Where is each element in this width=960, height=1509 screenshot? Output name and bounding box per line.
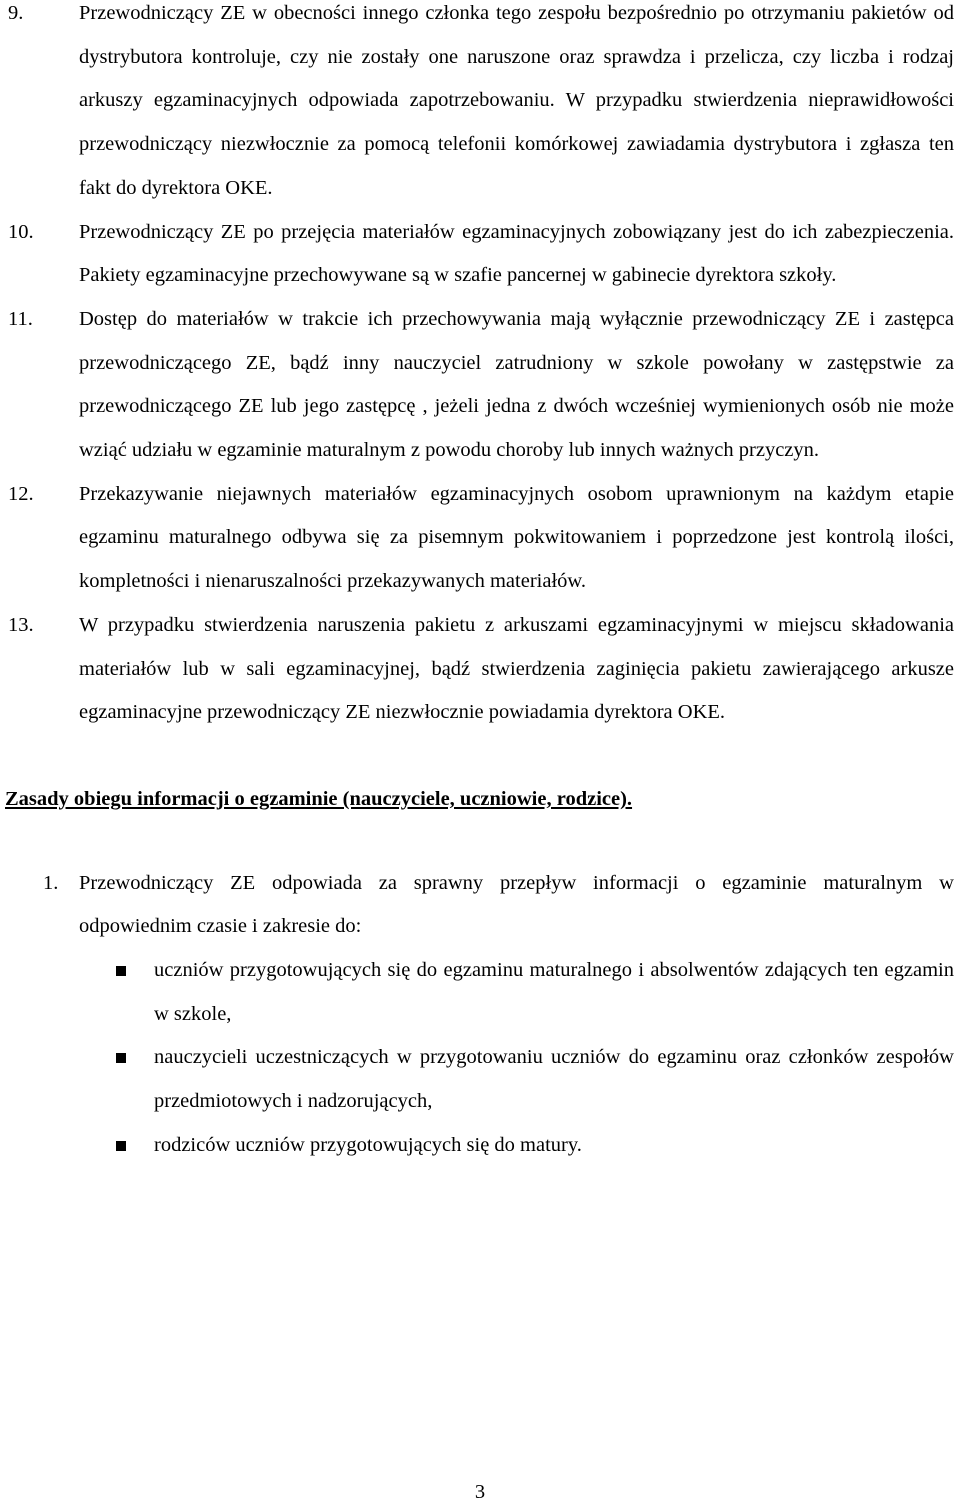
square-bullet-icon [116,1053,126,1063]
item-text: Dostęp do materiałów w trakcie ich przechowywania mają wyłącznie przewodniczący ZE i zastępca przewodniczącego ZE, bądź inny nauczyciel zatrudniony w szkole powołany w zastępstwie za przewodniczącego ZE lub jego zastępcę , jeżeli jedna z dwóch wcześniej wymienionych osób nie może wziąć udziału w egzaminie maturalnym z powodu choroby lub innych ważnych przyczyn. [79,307,954,462]
section-heading: Zasady obiegu informacji o egzaminie (nauczyciele, uczniowie, rodzice). [5,787,633,810]
item-text: W przypadku stwierdzenia naruszenia pakietu z arkuszami egzaminacyjnymi w miejscu składowania materiałów lub w sali egzaminacyjnej, bądź stwierdzenia zaginięcia pakietu zawierającego arkusze egzaminacyjne przewodniczący ZE niezwłocznie powiadamia dyrektora OKE. [79,613,954,724]
list-item-12 [0,473,960,604]
item-number: 13. [8,613,34,636]
item-number: 9. [8,2,24,24]
list-item-10 [0,211,960,298]
item-text: Przewodniczący ZE po przejęcia materiałów egzaminacyjnych zobowiązany jest do ich zabezpieczenia. Pakiety egzaminacyjne przechowywane są w szafie pancernej w gabinecie dyrektora szkoły. [79,220,954,287]
item-text: Przewodniczący ZE w obecności innego członka tego zespołu bezpośrednio po otrzymaniu pakietów od dystrybutora kontroluje, czy nie zostały one naruszone oraz sprawdza i przelicza, czy liczba i rodzaj arkuszy egzaminacyjnych odpowiada zapotrzebowaniu. W przypadku stwierdzenia nieprawidłowości przewodniczący niezwłocznie za pomocą telefonii komórkowej zawiadamia dystrybutora i zgłasza ten fakt do dyrektora OKE. [79,2,954,199]
bullet-item [0,1036,960,1123]
page-number: 3 [474,1481,486,1503]
bullet-text: nauczycieli uczestniczących w przygotowaniu uczniów do egzaminu oraz członków zespołów przedmiotowych i nadzorujących, [154,1046,954,1113]
bullet-text: rodziców uczniów przygotowujących się do matury. [154,1133,582,1156]
item-number: 10. [8,220,34,243]
square-bullet-icon [116,1141,126,1151]
item-number: 11. [8,307,33,330]
square-bullet-icon [116,966,126,976]
bullet-item [0,1124,960,1168]
list-item-13 [0,604,960,735]
section-list-item-1 [0,862,960,949]
list-item-11 [0,298,960,473]
item-text: Przewodniczący ZE odpowiada za sprawny przepływ informacji o egzaminie maturalnym w odpowiednim czasie i zakresie do: [79,871,954,938]
item-number: 12. [8,482,34,505]
bullet-text: uczniów przygotowujących się do egzaminu maturalnego i absolwentów zdających ten egzamin w szkole, [154,959,954,1025]
bullet-list [0,949,960,1168]
item-text: Przekazywanie niejawnych materiałów egzaminacyjnych osobom uprawnionym na każdym etapie egzaminu maturalnego odbywa się za pisemnym pokwitowaniem i poprzedzone jest kontrolą ilości, kompletności i nienaruszalności przekazywanych materiałów. [79,482,954,593]
list-item-9 [0,0,960,211]
item-number: 1. [43,871,59,894]
bullet-item [0,949,960,1036]
